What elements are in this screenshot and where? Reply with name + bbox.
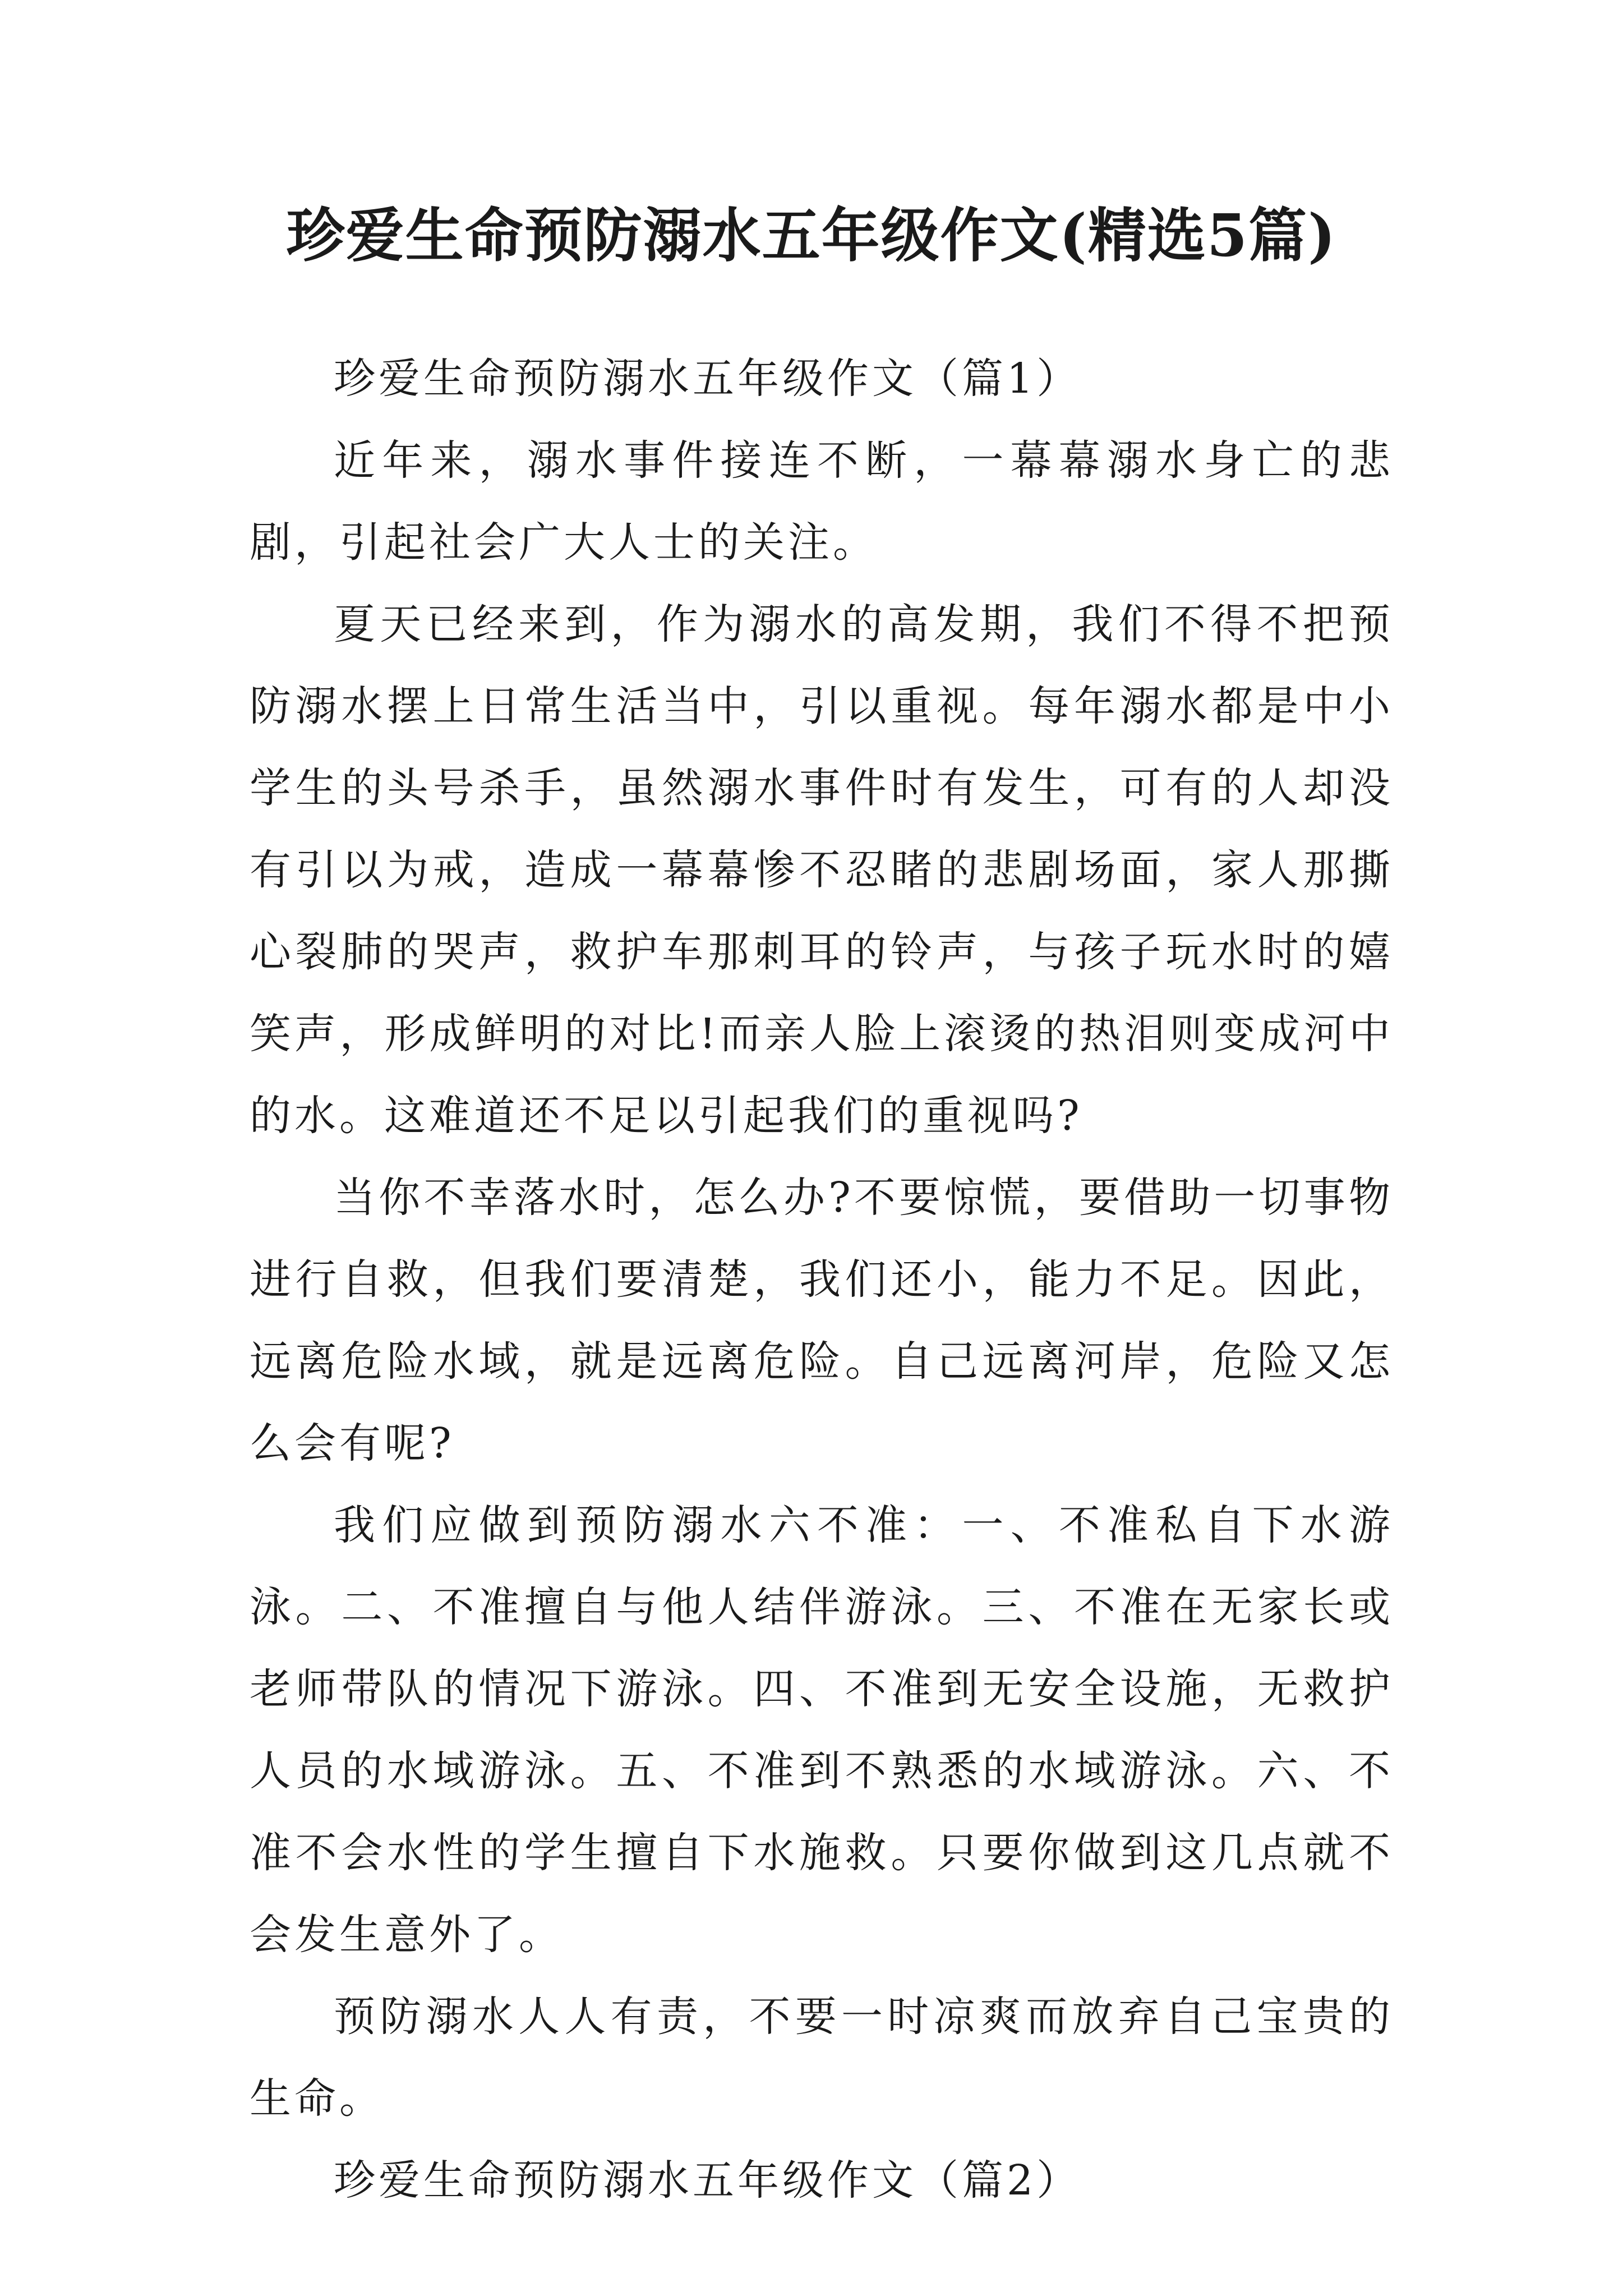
- paragraph: 夏天已经来到，作为溺水的高发期，我们不得不把预防溺水摆上日常生活当中，引以重视。每年溺水都是中小学生的头号杀手，虽然溺水事件时有发生，可有的人却没有引以为戒，造成一幕幕惨不忍睹的悲剧场面，家人那撕心裂肺的哭声，救护车那刺耳的铃声，与孩子玩水时的嬉笑声，形成鲜明的对比!而亲人脸上滚烫的热泪则变成河中的水。这难道还不足以引起我们的重视吗?: [250, 600, 1394, 1140]
- paragraph: 近年来，溺水事件接连不断，一幕幕溺水身亡的悲剧，引起社会广大人士的关注。: [250, 436, 1394, 567]
- paragraph: 预防溺水人人有责，不要一时凉爽而放弃自己宝贵的生命。: [250, 1993, 1394, 2123]
- paragraph: 我们应做到预防溺水六不准：一、不准私自下水游泳。二、不准擅自与他人结伴游泳。三、不准在无家长或老师带队的情况下游泳。四、不准到无安全设施，无救护人员的水域游泳。五、不准到不熟悉的水域游泳。六、不准不会水性的学生擅自下水施救。只要你做到这几点就不会发生意外了。: [250, 1501, 1394, 1959]
- paragraph: 当你不幸落水时，怎么办?不要惊慌，要借助一切事物进行自救，但我们要清楚，我们还小，能力不足。因此，远离危险水域，就是远离危险。自己远离河岸，危险又怎么会有呢?: [250, 1174, 1394, 1467]
- section-2-heading: 珍爱生命预防溺水五年级作文（篇2）: [334, 2156, 1082, 2205]
- document-body: [250, 338, 1394, 2221]
- section-1-heading: 珍爱生命预防溺水五年级作文（篇1）: [334, 355, 1082, 403]
- document-title: 珍爱生命预防溺水五年级作文(精选5篇): [286, 201, 1337, 270]
